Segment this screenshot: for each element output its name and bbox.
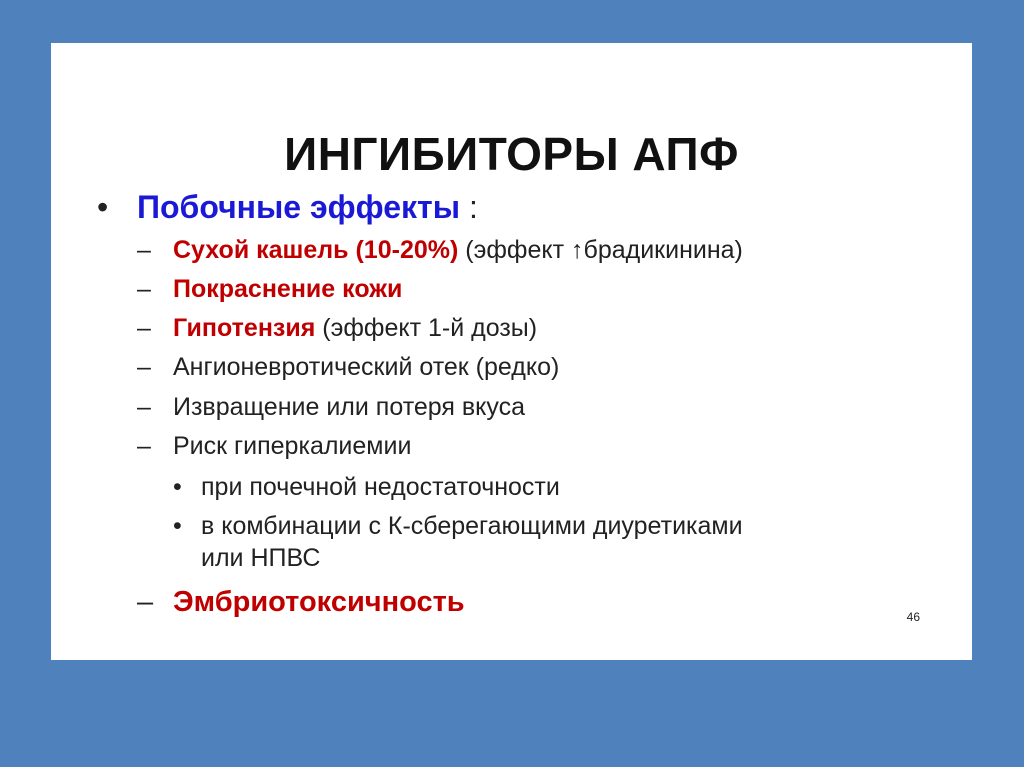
item-bold: Гипотензия (173, 314, 316, 342)
item-bold: Эмбриотоксичность (173, 586, 465, 618)
item-bold: Покраснение кожи (173, 275, 403, 303)
sub-item-text: в комбинации с К-сберегающими диуретиками (201, 512, 743, 540)
list-item (137, 430, 411, 462)
bullet-dot: • (97, 189, 109, 225)
item-rest: (эффект ↑брадикинина) (458, 236, 743, 264)
heading-text: Побочные эффекты (137, 189, 461, 225)
item-rest: Риск гиперкалиемии (173, 432, 412, 460)
sub-item-text: при почечной недостаточности (201, 473, 560, 501)
slide (51, 43, 972, 660)
sub-list-item (173, 510, 743, 542)
dash: – (137, 586, 154, 618)
sub-bullet-dot: • (173, 473, 182, 501)
sub-item-text-2: или НПВС (201, 544, 321, 572)
list-item (137, 351, 559, 383)
dash: – (137, 236, 151, 264)
dash: – (137, 314, 151, 342)
dash: – (137, 353, 151, 381)
list-item (137, 391, 525, 423)
list-item (137, 312, 537, 344)
slide-title: ИНГИБИТОРЫ АПФ (284, 128, 739, 180)
heading-colon: : (460, 189, 478, 225)
dash: – (137, 275, 151, 303)
dash: – (137, 432, 151, 460)
sub-list-item-continuation (201, 542, 320, 574)
list-item (137, 234, 743, 266)
list-item-last (137, 584, 465, 620)
page-number: 46 (906, 610, 920, 624)
item-rest: (эффект 1-й дозы) (315, 314, 538, 342)
sub-bullet-dot: • (173, 512, 182, 540)
main-bullet (97, 187, 478, 227)
sub-list-item (173, 471, 560, 503)
item-rest: Ангионевротический отек (редко) (173, 353, 560, 381)
list-item (137, 273, 402, 305)
dash: – (137, 393, 151, 421)
item-rest: Извращение или потеря вкуса (173, 393, 525, 421)
item-bold: Сухой кашель (10-20%) (173, 236, 459, 264)
